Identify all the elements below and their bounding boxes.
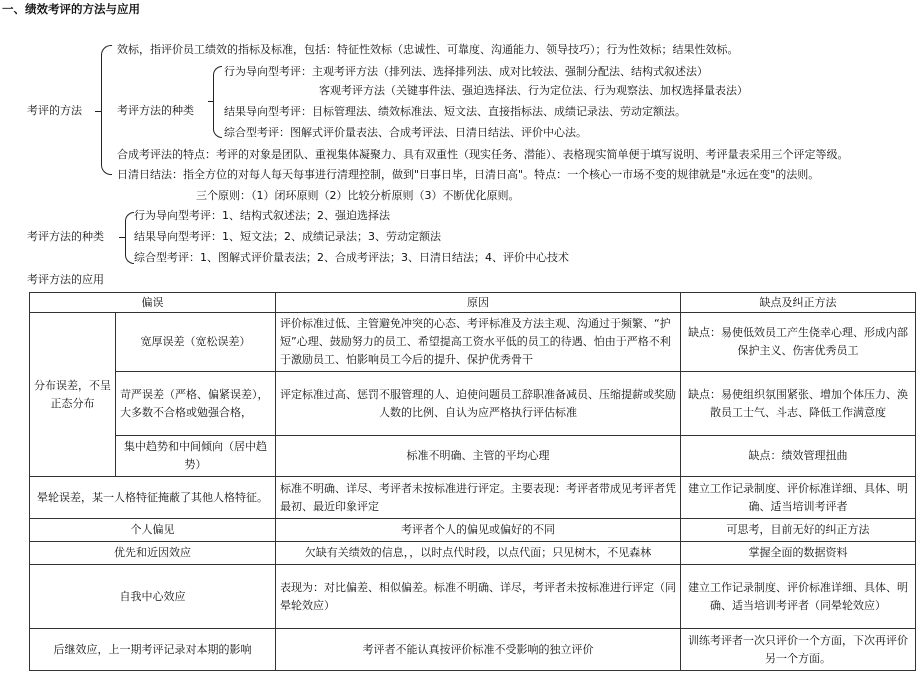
brace-methods-tip bbox=[95, 111, 101, 112]
behavior-line-1: 行为导向型考评：主观考评方法（排列法、选择排列法、成对比较法、强制分配法、结构式叙述法） bbox=[224, 65, 708, 78]
bias-cause: 评价标准过低、主管避免冲突的心态、考评标准及方法主观、沟通过于频繁、“护短”心理、鼓励努力的员工、希望提高工资水平低的员工的待遇、怕由于严格不利于激励员工、怕影响员工今后的提升、保护优秀骨干 bbox=[276, 313, 681, 372]
bias-name: 集中趋势和中间倾向（居中趋势） bbox=[116, 436, 276, 477]
header-fix: 缺点及纠正方法 bbox=[681, 293, 916, 313]
bias-fix: 缺点：绩效管理扭曲 bbox=[681, 436, 916, 477]
bias-cause: 欠缺有关绩效的信息，，以时点代时段，以点代面；只见树木，不见森林 bbox=[276, 542, 681, 565]
application-label: 考评方法的应用 bbox=[27, 273, 104, 286]
kinds2-composite: 综合型考评：1、图解式评价量表法；2、合成考评法；3、日清日结法；4、评价中心技术 bbox=[134, 251, 569, 264]
brace-methods bbox=[101, 45, 112, 175]
bias-table bbox=[29, 292, 916, 671]
group-distribution-error: 分布误差，不呈正态分布 bbox=[30, 313, 116, 477]
kinds-label: 考评方法的种类 bbox=[117, 104, 194, 117]
methods-label: 考评的方法 bbox=[27, 104, 82, 117]
bias-name: 个人偏见 bbox=[30, 519, 276, 542]
kinds2-result: 结果导向型考评：1、短文法；2、成绩记录法；3、劳动定额法 bbox=[134, 230, 441, 243]
bias-cause: 标准不明确、主管的平均心理 bbox=[276, 436, 681, 477]
bias-cause: 考评者个人的偏见或偏好的不同 bbox=[276, 519, 681, 542]
table-row bbox=[30, 372, 916, 436]
bias-cause: 考评者不能认真按评价标准不受影响的独立评价 bbox=[276, 629, 681, 671]
bias-name: 优先和近因效应 bbox=[30, 542, 276, 565]
daily-line: 日清日结法：指全方位的对每人每天每事进行清理控制，做到"日事日毕，日清日高"。特点：一个核心一市场不变的规律就是"永远在变"的法则。 bbox=[117, 168, 820, 181]
composite-line: 综合型考评：图解式评价量表法、合成考评法、日清日结法、评价中心法。 bbox=[224, 126, 587, 139]
bias-fix: 可思考，目前无好的纠正方法 bbox=[681, 519, 916, 542]
page-heading: 一、绩效考评的方法与应用 bbox=[2, 2, 140, 16]
bias-cause: 表现为：对比偏差、相似偏差。标准不明确、详尽，考评者未按标准进行评定（同晕轮效应） bbox=[276, 565, 681, 629]
bias-name: 苛严误差（严格、偏紧误差），大多数不合格或勉强合格， bbox=[116, 372, 276, 436]
brace-kinds2-tip bbox=[119, 237, 125, 238]
table-row bbox=[30, 629, 916, 671]
table-row bbox=[30, 542, 916, 565]
bias-fix: 建立工作记录制度、评价标准详细、具体、明确、适当培训考评者（同晕轮效应） bbox=[681, 565, 916, 629]
principles-line: 三个原则：（1）闭环原则（2）比较分析原则（3）不断优化原则。 bbox=[196, 189, 520, 202]
header-bias: 偏误 bbox=[30, 293, 276, 313]
brace-kinds2 bbox=[125, 212, 134, 264]
table-row bbox=[30, 477, 916, 519]
bias-fix: 缺点：易使组织氛围紧张、增加个体压力、涣散员工士气、斗志、降低工作满意度 bbox=[681, 372, 916, 436]
effect-line: 效标，指评价员工绩效的指标及标准，包括：特征性效标（忠诚性、可靠度、沟通能力、领导技巧）；行为性效标；结果性效标。 bbox=[117, 43, 739, 56]
bias-name: 后继效应，上一期考评记录对本期的影响 bbox=[30, 629, 276, 671]
header-cause: 原因 bbox=[276, 293, 681, 313]
kinds2-label: 考评方法的种类 bbox=[27, 230, 104, 243]
result-line: 结果导向型考评：目标管理法、绩效标准法、短文法、直接指标法、成绩记录法、劳动定额法。 bbox=[224, 105, 686, 118]
brace-kinds bbox=[213, 66, 222, 138]
table-row bbox=[30, 519, 916, 542]
table-header-row bbox=[30, 293, 916, 313]
table-row bbox=[30, 436, 916, 477]
bias-name: 晕轮误差，某一人格特征掩蔽了其他人格特征。 bbox=[30, 477, 276, 519]
bias-cause: 评定标准过高、惩罚不服管理的人、迫使问题员工辞职准备减员、压缩提薪或奖励人数的比例、自认为应严格执行评估标准 bbox=[276, 372, 681, 436]
behavior-line-2: 客观考评方法（关键事件法、强迫选择法、行为定位法、行为观察法、加权选择量表法） bbox=[319, 84, 748, 97]
bias-fix: 训练考评者一次只评价一个方面，下次再评价另一个方面。 bbox=[681, 629, 916, 671]
bias-name: 宽厚误差（宽松误差） bbox=[116, 313, 276, 372]
synthesis-line: 合成考评法的特点：考评的对象是团队、重视集体凝聚力、具有双重性（现实任务、潜能）、表格现实简单便于填写说明、考评量表采用三个评定等级。 bbox=[117, 148, 849, 161]
bias-cause: 标准不明确、详尽、考评者未按标准进行评定。主要表现：考评者带成见考评者凭最初、最近印象评定 bbox=[276, 477, 681, 519]
kinds2-behavior: 行为导向型考评：1、结构式叙述法；2、强迫选择法 bbox=[134, 209, 390, 222]
bias-fix: 缺点：易使低效员工产生侥幸心理、形成内部保护主义、伤害优秀员工 bbox=[681, 313, 916, 372]
bias-fix: 建立工作记录制度、评价标准详细、具体、明确、适当培训考评者 bbox=[681, 477, 916, 519]
table-row bbox=[30, 313, 916, 372]
brace-kinds-tip bbox=[208, 101, 214, 102]
bias-fix: 掌握全面的数据资料 bbox=[681, 542, 916, 565]
bias-name: 自我中心效应 bbox=[30, 565, 276, 629]
table-row bbox=[30, 565, 916, 629]
